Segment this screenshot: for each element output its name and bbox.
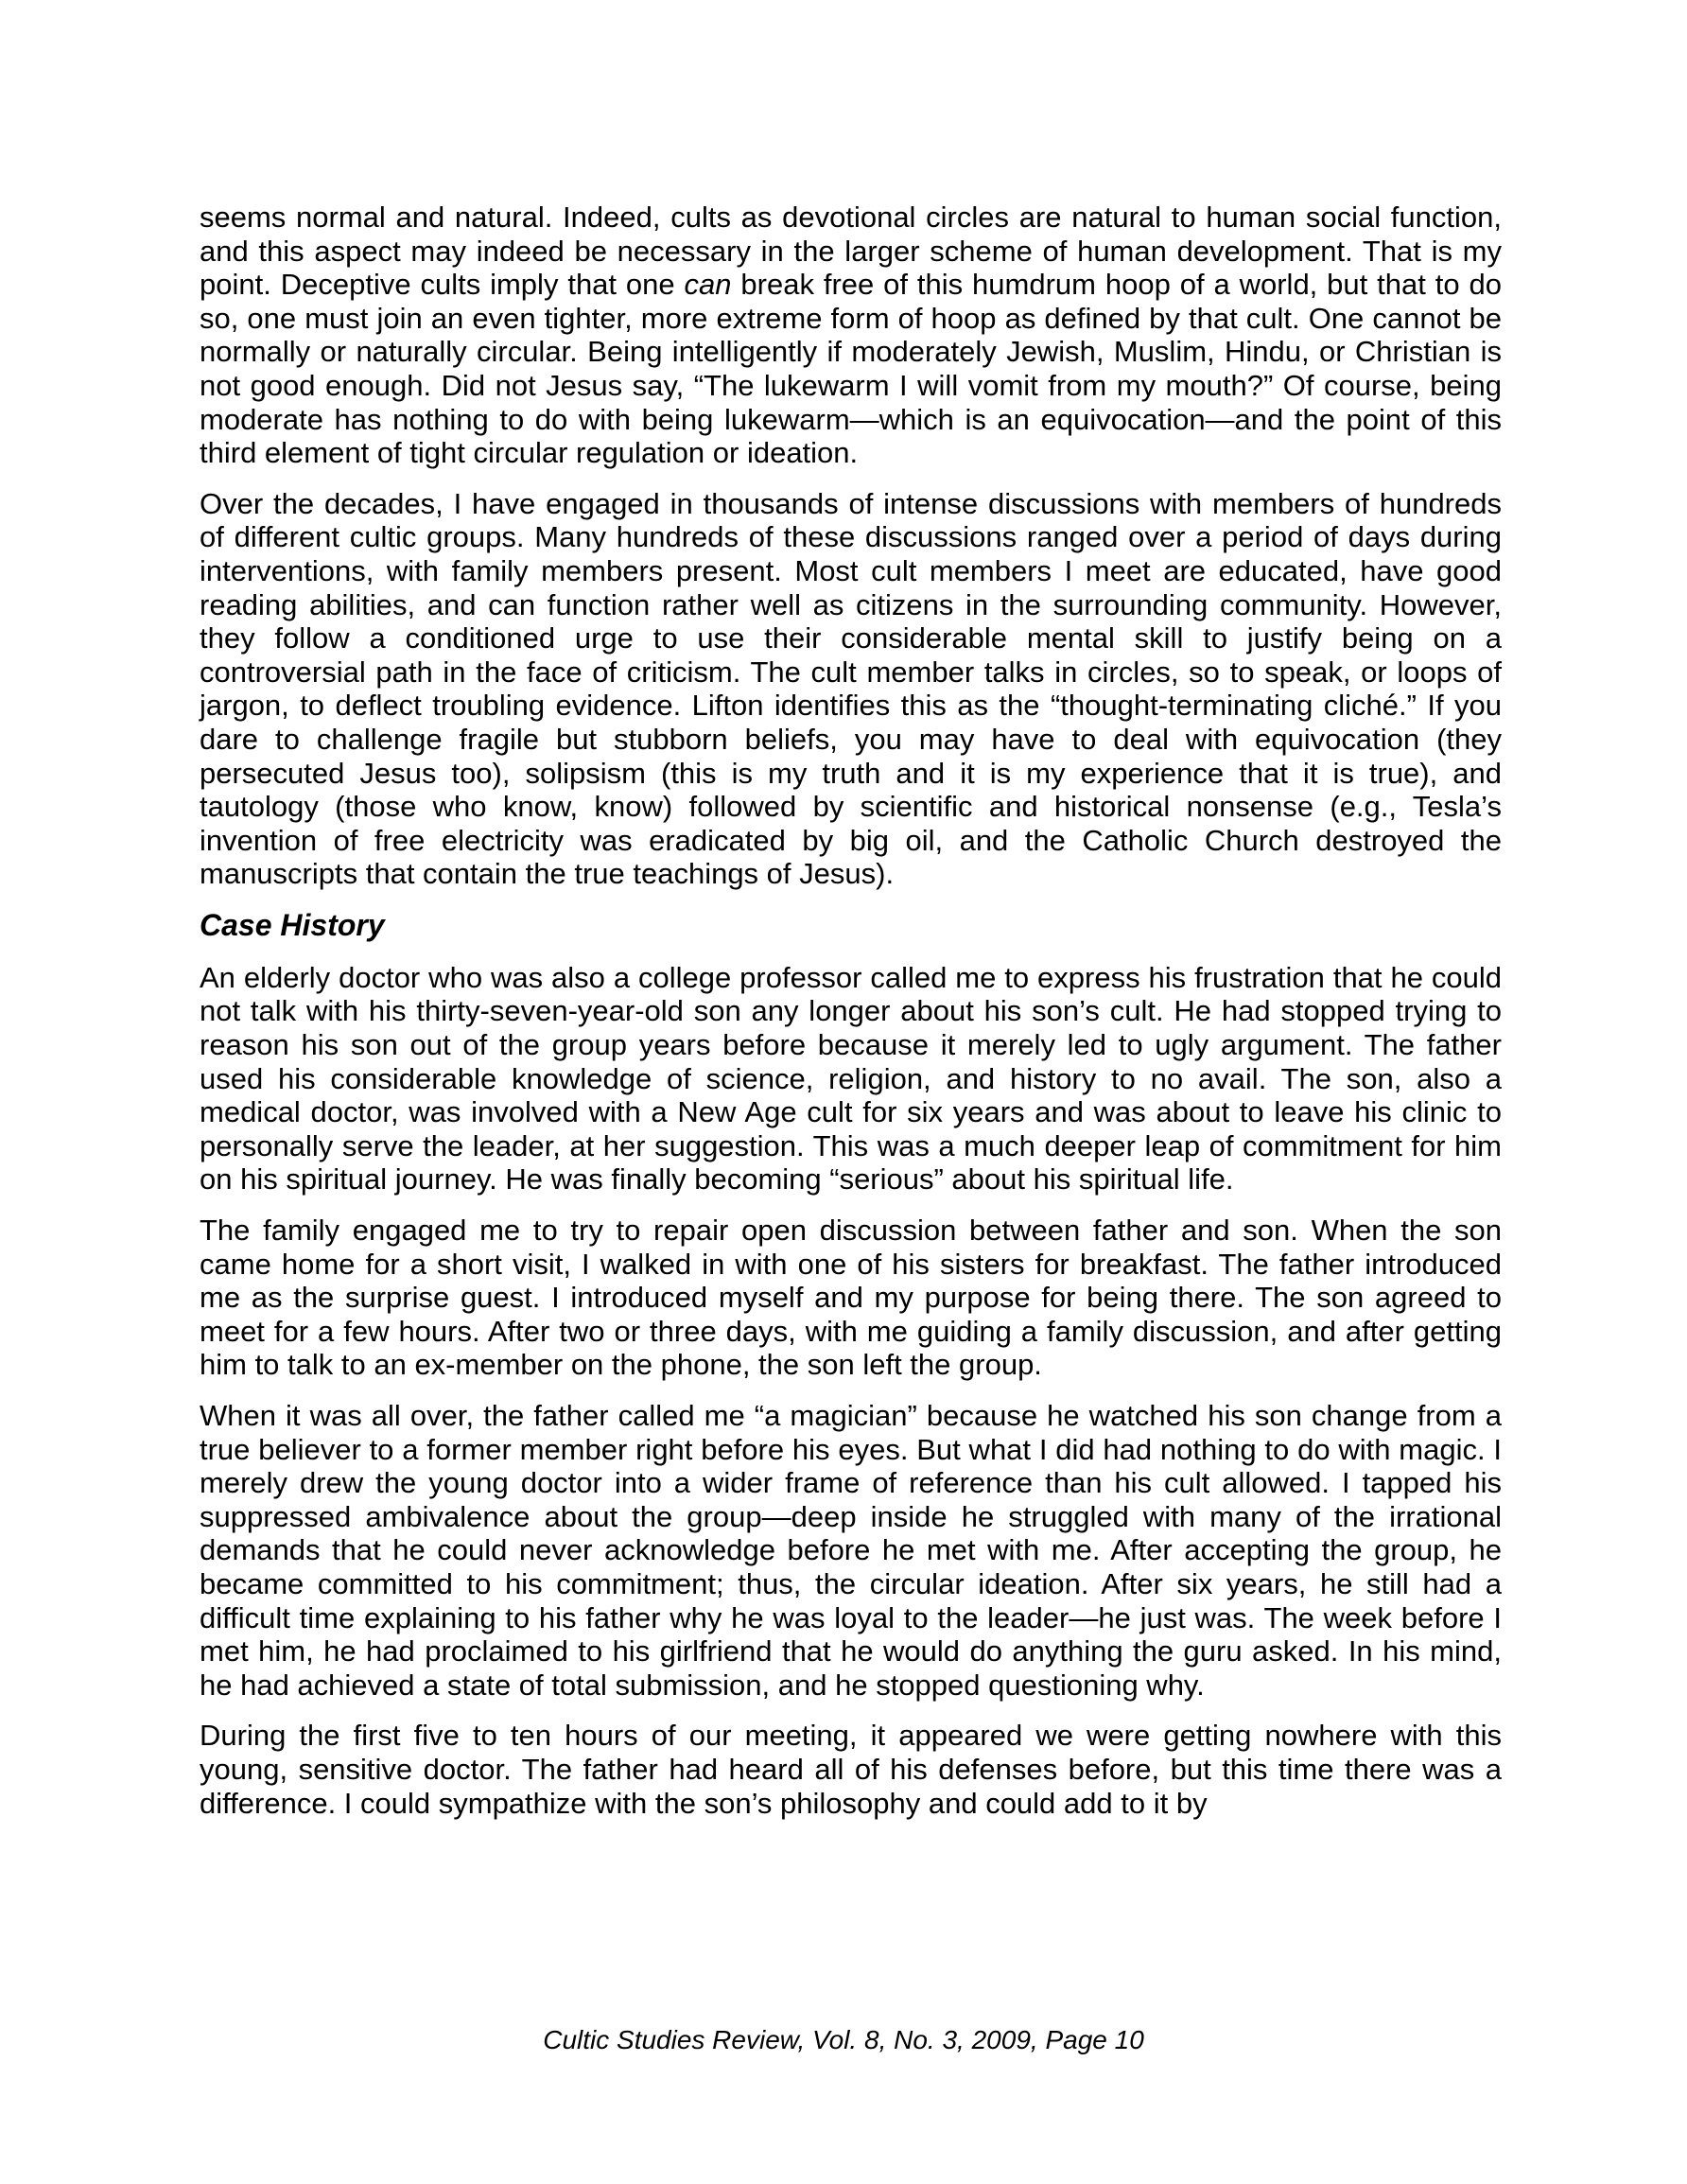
document-page — [200, 201, 1502, 1837]
section-heading-case-history — [200, 908, 1502, 942]
body-paragraph-5 — [200, 1399, 1502, 1702]
body-paragraph-6 — [200, 1719, 1502, 1820]
text-segment: break free of this humdrum hoop of a world, but that to do so, one must join an even tighter, more extreme form of hoop as defined by that cult. One cannot be normally or naturally circular. Being intelligently if moderately Jewish, Muslim, Hindu, or Christian is not good enough. Did not Jesus say, “The lukewarm I will vomit from my mouth?” Of course, being moderate has nothing to do with being lukewarm—which is an equivocation—and the point of this third element of tight circular regulation or ideation. — [200, 268, 1502, 470]
text-segment: seems normal and natural. Indeed, cults as devotional circles are natural to human social function, and this aspect may indeed be necessary in the larger scheme of human development. That is my point. Deceptive cults imply that one — [200, 201, 1502, 302]
text-segment: When it was all over, the father called me “a magician” because he watched his son change from a true believer to a former member right before his eyes. But what I did had nothing to do with magic. I merely drew the young doctor into a wider frame of reference than his cult allowed. I tapped his suppressed ambivalence about the group—deep inside he struggled with many of the irrational demands that he could never acknowledge before he met with me. After accepting the group, he became committed to his commitment; thus, the circular ideation. After six years, he still had a difficult time explaining to his father why he was loyal to the leader—he just was. The week before I met him, he had proclaimed to his girlfriend that he would do anything the guru asked. In his mind, he had achieved a state of total submission, and he stopped questioning why. — [200, 1399, 1502, 1702]
text-segment: An elderly doctor who was also a college professor called me to express his frustration that he could not talk with his thirty-seven-year-old son any longer about his son’s cult. He had stopped trying to reason his son out of the group years before because it merely led to ugly argument. The father used his considerable knowledge of science, religion, and history to no avail. The son, also a medical doctor, was involved with a New Age cult for six years and was about to leave his clinic to personally serve the leader, at her suggestion. This was a much deeper leap of commitment for him on his spiritual journey. He was finally becoming “serious” about his spiritual life. — [200, 960, 1502, 1197]
page-footer-citation: Cultic Studies Review, Vol. 8, No. 3, 2009, Page 10 — [543, 2025, 1144, 2054]
text-segment: The family engaged me to try to repair open discussion between father and son. When the son came home for a short visit, I walked in with one of his sisters for breakfast. The father introduced me as the surprise guest. I introduced myself and my purpose for being there. The son agreed to meet for a few hours. After two or three days, with me guiding a family discussion, and after getting him to talk to an ex-member on the phone, the son left the group. — [200, 1214, 1502, 1382]
body-paragraph-2 — [200, 487, 1502, 891]
body-paragraph-3 — [200, 961, 1502, 1197]
text-segment: can — [684, 268, 732, 302]
body-paragraph-4 — [200, 1214, 1502, 1382]
body-paragraph-1 — [200, 201, 1502, 470]
text-segment: During the first five to ten hours of our meeting, it appeared we were getting nowhere with this young, sensitive doctor. The father had heard all of his defenses before, but this time there was a difference. I could sympathize with the son’s philosophy and could add to it by — [200, 1719, 1502, 1820]
text-segment: Case History — [200, 907, 385, 942]
text-segment: Over the decades, I have engaged in thousands of intense discussions with members of hundreds of different cultic groups. Many hundreds of these discussions ranged over a period of days during interventions, with family members present. Most cult members I meet are educated, have good reading abilities, and can function rather well as citizens in the surrounding community. However, they follow a conditioned urge to use their considerable mental skill to justify being on a controversial path in the face of criticism. The cult member talks in circles, so to speak, or loops of jargon, to deflect troubling evidence. Lifton identifies this as the “thought-terminating cliché.” If you dare to challenge fragile but stubborn beliefs, you may have to deal with equivocation (they persecuted Jesus too), solipsism (this is my truth and it is my experience that it is true), and tautology (those who know, know) followed by scientific and historical nonsense (e.g., Tesla’s invention of free electricity was eradicated by big oil, and the Catholic Church destroyed the manuscripts that contain the true teachings of Jesus). — [200, 486, 1502, 891]
